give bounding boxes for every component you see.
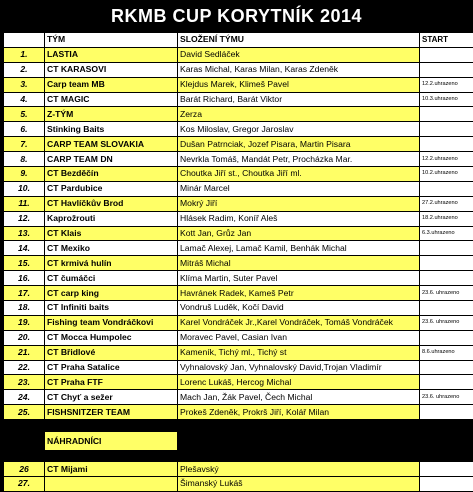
cell-start: 12.2.uhrazeno: [420, 152, 473, 167]
cell-team: CT Praha Satalice: [45, 360, 178, 375]
spacer-cell: [420, 451, 473, 462]
cell-members: Prokeš Zdeněk, Prokrš Jiří, Kolář Milan: [178, 405, 420, 420]
cell-team: CT Břidlové: [45, 345, 178, 360]
cell-members: Lorenc Lukáš, Hercog Michal: [178, 375, 420, 390]
cell-start: [420, 271, 473, 286]
table-row: [4, 345, 473, 360]
table-row: [4, 152, 473, 167]
spacer-cell: [178, 420, 420, 432]
table-row: [4, 286, 473, 301]
cell-number: 2.: [4, 62, 45, 77]
cell-members: Klejdus Marek, Klimeš Pavel: [178, 77, 420, 92]
cell-start: [420, 477, 473, 492]
cell-members: Choutka Jiří st., Choutka Jiří ml.: [178, 167, 420, 182]
cell-number: 3.: [4, 77, 45, 92]
cell-team: Z-TÝM: [45, 107, 178, 122]
cell-members: Šimanský Lukáš: [178, 477, 420, 492]
table-row: [4, 92, 473, 107]
cell-team: CARP TEAM SLOVAKIA: [45, 137, 178, 152]
table-row: [4, 62, 473, 77]
cell-start: [420, 137, 473, 152]
cell-number: 20.: [4, 330, 45, 345]
spacer-row: [4, 451, 473, 462]
cell-members: Dušan Patrnciak, Jozef Pisara, Martin Pisara: [178, 137, 420, 152]
cell-members: Havránek Radek, Kameš Petr: [178, 286, 420, 301]
cell-start: [420, 301, 473, 316]
cell-start: [420, 47, 473, 62]
cell-team: [45, 477, 178, 492]
substitutes-label: NÁHRADNÍCI: [45, 432, 178, 451]
cell-number: 27.: [4, 477, 45, 492]
cell-number: 23.: [4, 375, 45, 390]
table-row: [4, 375, 473, 390]
spacer-cell: [178, 451, 420, 462]
cell-number: 24.: [4, 390, 45, 405]
cell-team: CT KARASOVI: [45, 62, 178, 77]
cell-start: [420, 360, 473, 375]
header-number: [4, 33, 45, 48]
table-row: [4, 122, 473, 137]
table-row: [4, 462, 473, 477]
spacer-cell: [45, 451, 178, 462]
table-row: [4, 107, 473, 122]
cell-members: Lamač Alexej, Lamač Kamil, Benhák Michal: [178, 241, 420, 256]
cell-number: 25.: [4, 405, 45, 420]
cell-start: [420, 375, 473, 390]
cell-start: 10.2.uhrazeno: [420, 167, 473, 182]
cell-number: 11.: [4, 196, 45, 211]
cell-team: CT krmivá hulín: [45, 256, 178, 271]
cell-team: CT Mexiko: [45, 241, 178, 256]
cell-number: 1.: [4, 47, 45, 62]
table-row: [4, 405, 473, 420]
cell-team: CT Klais: [45, 226, 178, 241]
table-row: [4, 47, 473, 62]
cell-start: [420, 62, 473, 77]
table-header-row: [4, 33, 473, 48]
cell-start: 23.6. uhrazeno: [420, 315, 473, 330]
cell-members: Hlásek Radim, Koníř Aleš: [178, 211, 420, 226]
spacer-cell: [4, 420, 45, 432]
table-row: [4, 271, 473, 286]
cell-members: Vyhnalovský Jan, Vyhnalovský David,Trojan Vladimír: [178, 360, 420, 375]
cell-members: Mach Jan, Žák Pavel, Čech Michal: [178, 390, 420, 405]
table-row: [4, 167, 473, 182]
cell-members: Kos Miloslav, Gregor Jaroslav: [178, 122, 420, 137]
table-row: [4, 196, 473, 211]
cell-start: 23.6. uhrazeno: [420, 286, 473, 301]
cell-members: Mokrý Jiří: [178, 196, 420, 211]
cell-team: CT čumáčci: [45, 271, 178, 286]
spacer-row: [4, 420, 473, 432]
cell-number: 7.: [4, 137, 45, 152]
cell-number: 17.: [4, 286, 45, 301]
cell-members: Nevrkla Tomáš, Mandát Petr, Procházka Mar.: [178, 152, 420, 167]
cell-members: Barát Richard, Barát Viktor: [178, 92, 420, 107]
spacer-cell: [4, 432, 45, 451]
table-row: [4, 315, 473, 330]
cell-members: Kott Jan, Grůz Jan: [178, 226, 420, 241]
cell-start: [420, 181, 473, 196]
cell-number: 9.: [4, 167, 45, 182]
table-row: [4, 226, 473, 241]
cell-start: [420, 122, 473, 137]
spacer-cell: [178, 432, 420, 451]
cell-start: 10.3.uhrazeno: [420, 92, 473, 107]
cell-team: FISHSNITZER TEAM: [45, 405, 178, 420]
cell-team: CT Pardubice: [45, 181, 178, 196]
cell-members: Karel Vondráček Jr.,Karel Vondráček, Tomáš Vondráček: [178, 315, 420, 330]
cell-number: 8.: [4, 152, 45, 167]
spacer-cell: [45, 420, 178, 432]
teams-table-body: [4, 47, 473, 491]
cell-start: 18.2.uhrazeno: [420, 211, 473, 226]
teams-table: [3, 32, 473, 492]
cell-team: CT Havlíčkův Brod: [45, 196, 178, 211]
cell-number: 4.: [4, 92, 45, 107]
cell-members: Moravec Pavel, Casian Ivan: [178, 330, 420, 345]
cell-team: CT carp king: [45, 286, 178, 301]
table-row: [4, 330, 473, 345]
cell-team: CT Chyť a sežer: [45, 390, 178, 405]
spacer-cell: [420, 420, 473, 432]
cell-team: CT Bezděčín: [45, 167, 178, 182]
cell-members: Plešavský: [178, 462, 420, 477]
cell-team: Fishing team Vondráčkovi: [45, 315, 178, 330]
cell-number: 21.: [4, 345, 45, 360]
substitutes-row: [4, 432, 473, 451]
cell-start: [420, 107, 473, 122]
cell-number: 19.: [4, 315, 45, 330]
cell-start: 23.6. uhrazeno: [420, 390, 473, 405]
cell-start: 6.3.uhrazeno: [420, 226, 473, 241]
cell-team: CT Mocca Humpolec: [45, 330, 178, 345]
cell-team: Kaprožrouti: [45, 211, 178, 226]
spacer-cell: [4, 451, 45, 462]
cell-team: LASTIA: [45, 47, 178, 62]
cell-number: 14.: [4, 241, 45, 256]
cell-team: Stinking Baits: [45, 122, 178, 137]
cell-members: Kameník, Tichý ml., Tichý st: [178, 345, 420, 360]
table-row: [4, 390, 473, 405]
cell-start: 12.2.uhrazeno: [420, 77, 473, 92]
cell-start: 8.6.uhrazeno: [420, 345, 473, 360]
table-row: [4, 137, 473, 152]
table-row: [4, 241, 473, 256]
cell-team: CARP TEAM DN: [45, 152, 178, 167]
cell-members: Mitráš Michal: [178, 256, 420, 271]
cell-number: 15.: [4, 256, 45, 271]
cell-team: CT Mijami: [45, 462, 178, 477]
header-start: START: [420, 33, 473, 48]
table-row: [4, 77, 473, 92]
header-team: TÝM: [45, 33, 178, 48]
cell-members: Minár Marcel: [178, 181, 420, 196]
cell-team: CT MAGIC: [45, 92, 178, 107]
cell-number: 18.: [4, 301, 45, 316]
cell-number: 5.: [4, 107, 45, 122]
cell-number: 13.: [4, 226, 45, 241]
header-members: SLOŽENÍ TÝMU: [178, 33, 420, 48]
table-row: [4, 477, 473, 492]
cell-number: 26: [4, 462, 45, 477]
table-row: [4, 360, 473, 375]
table-row: [4, 301, 473, 316]
table-row: [4, 256, 473, 271]
table-row: [4, 211, 473, 226]
cell-start: [420, 462, 473, 477]
cell-members: Karas Michal, Karas Milan, Karas Zdeněk: [178, 62, 420, 77]
cell-team: CT Infiniti baits: [45, 301, 178, 316]
page-title: RKMB CUP KORYTNÍK 2014: [0, 0, 473, 32]
cell-start: [420, 405, 473, 420]
cell-team: CT Praha FTF: [45, 375, 178, 390]
cell-number: 10.: [4, 181, 45, 196]
cell-number: 6.: [4, 122, 45, 137]
cell-team: Carp team MB: [45, 77, 178, 92]
cell-start: [420, 241, 473, 256]
cell-start: [420, 256, 473, 271]
cell-number: 22.: [4, 360, 45, 375]
cell-number: 12.: [4, 211, 45, 226]
table-row: [4, 181, 473, 196]
cell-start: 27.2.uhrazeno: [420, 196, 473, 211]
cell-members: Klíma Martin, Suter Pavel: [178, 271, 420, 286]
cell-members: Vondruš Luděk, Kočí David: [178, 301, 420, 316]
cell-start: [420, 330, 473, 345]
cell-number: 16.: [4, 271, 45, 286]
spacer-cell: [420, 432, 473, 451]
cell-members: Zerza: [178, 107, 420, 122]
cell-members: David Sedláček: [178, 47, 420, 62]
